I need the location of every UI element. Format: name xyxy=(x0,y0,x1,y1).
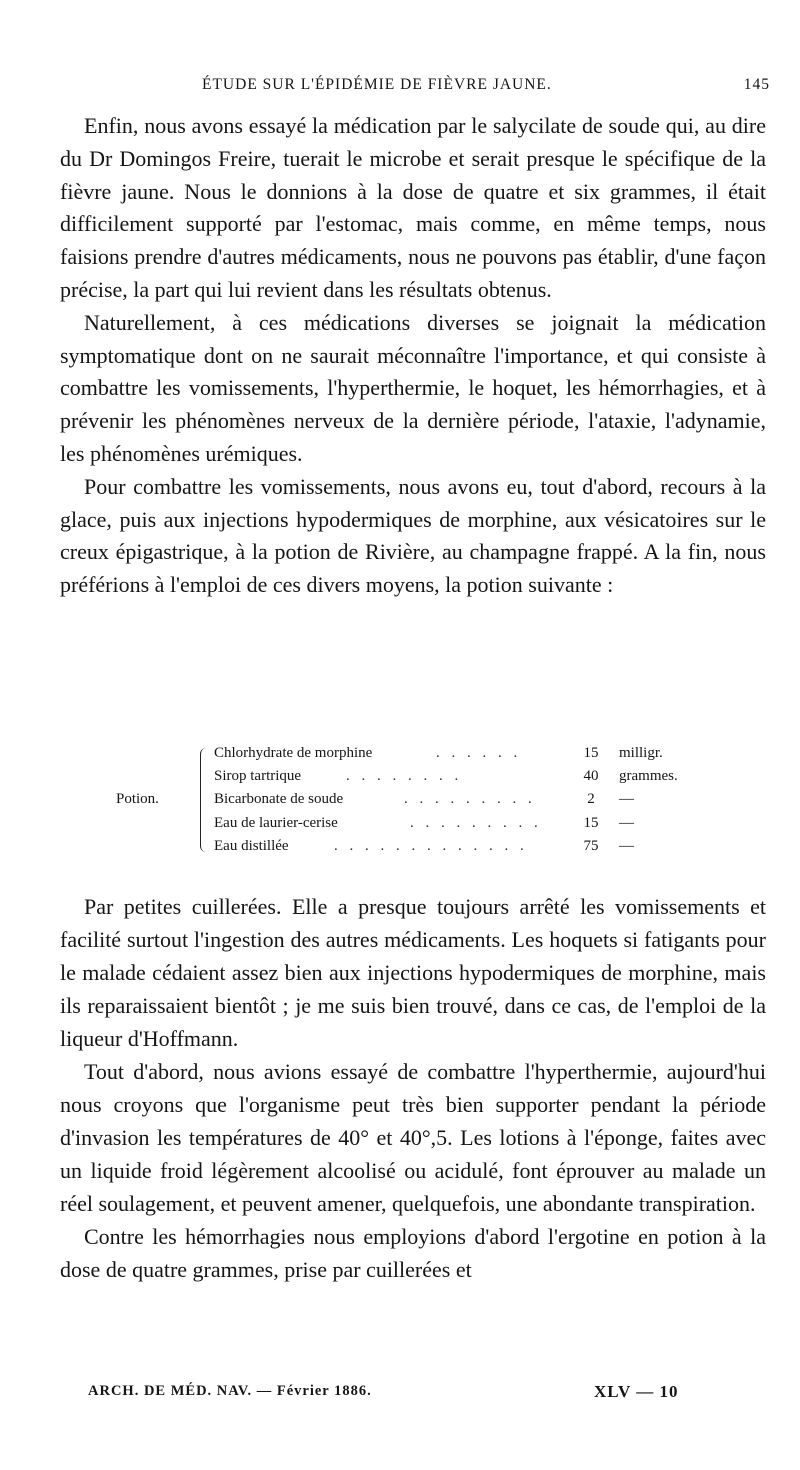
formula-row xyxy=(214,742,714,765)
ingredient-name: Eau distillée xyxy=(214,837,289,854)
leader-dots: . . . . . . . . xyxy=(346,768,463,785)
ingredient-unit: milligr. xyxy=(619,745,663,761)
ingredient-name: Eau de laurier-cerise xyxy=(214,814,338,831)
body-text-bottom xyxy=(60,890,766,1286)
body-text-top xyxy=(60,110,766,602)
leader-dots: . . . . . . . . . . . . . xyxy=(334,837,528,854)
leader-dots: . . . . . . xyxy=(436,745,522,761)
paragraph: Pour combattre les vomissements, nous avons eu, tout d'abord, recours à la glace, puis aux injections hypodermiques de morphine, aux vésicatoires sur le creux épigastrique, à la potion de Rivière, au champagne frappé. A la fin, nous préférions à l'emploi de ces divers moyens, la potion suivante : xyxy=(60,473,766,598)
paragraph: Contre les hémorrhagies nous employions d'abord l'ergotine en potion à la dose de quatre grammes, prise par cuillerées et xyxy=(60,1224,766,1282)
paragraph: Naturellement, à ces médications diverses se joignait la médication symptomatique dont on ne saurait méconnaître l'importance, et qui consiste à combattre les vomissements, l'hyperthermie, le hoquet, les hémorrhagies, et à prévenir les phénomènes nerveux de la dernière période, l'ataxie, l'adynamie, les phénomènes urémiques. xyxy=(60,309,766,466)
leader-dots: . . . . . . . . . xyxy=(404,791,536,808)
ingredient-name: Chlorhydrate de morphine xyxy=(214,745,373,761)
ingredient-unit: — xyxy=(619,837,634,854)
formula-row xyxy=(214,812,714,835)
paragraph: Tout d'abord, nous avions essayé de combattre l'hyperthermie, aujourd'hui nous croyons que l'organisme peut très bien supporter pendant la période d'invasion les températures de 40° et 40°,5. Les lotions à l'éponge, faites avec un liquide froid légèrement alcoolisé ou acidulé, font éprouver au malade un réel soulagement, et peuvent amener, quelquefois, une abondante transpiration. xyxy=(60,1059,766,1216)
potion-formula xyxy=(116,742,716,860)
formula-row xyxy=(214,788,714,811)
running-title: ÉTUDE SUR L'ÉPIDÉMIE DE FIÈVRE JAUNE. xyxy=(202,76,552,93)
formula-row xyxy=(214,835,714,858)
running-header xyxy=(60,76,770,100)
ingredient-name: Sirop tartrique xyxy=(214,768,302,785)
ingredient-name: Bicarbonate de soude xyxy=(214,791,344,808)
paragraph: Par petites cuillerées. Elle a presque toujours arrêté les vomissements et facilité surtout l'ingestion des autres médicaments. Les hoquets si fatigants pour le malade cédaient assez bien aux injections hypodermiques de morphine, mais ils reparaissaient bientôt ; je me suis bien trouvé, dans ce cas, de l'emploi de la liqueur d'Hoffmann. xyxy=(60,894,766,1051)
signature-mark: XLV — 10 xyxy=(594,1382,679,1401)
leader-dots: . . . . . . . . . xyxy=(410,814,542,831)
page-number: 145 xyxy=(743,76,770,93)
brace xyxy=(200,748,207,852)
paragraph: Enfin, nous avons essayé la médication par le salycilate de soude qui, au dire du Dr Domingos Freire, tuerait le microbe et serait presque le spécifique de la fièvre jaune. Nous le donnions à la dose de quatre et six grammes, il était difficilement supporté par l'estomac, mais comme, en même temps, nous faisions prendre d'autres médicaments, nous ne pouvons pas établir, d'une façon précise, la part qui lui revient dans les résultats obtenus. xyxy=(60,113,766,302)
page-footer xyxy=(88,1383,688,1407)
ingredient-quantity: 40 xyxy=(583,768,599,785)
ingredient-unit: — xyxy=(619,791,634,808)
journal-reference: ARCH. DE MÉD. NAV. — Février 1886. xyxy=(88,1383,372,1399)
formula-row xyxy=(214,765,714,788)
ingredient-unit: — xyxy=(619,814,634,831)
ingredient-unit: grammes. xyxy=(619,768,678,785)
ingredient-quantity: 75 xyxy=(583,837,599,854)
formula-label: Potion. xyxy=(116,791,159,807)
ingredient-quantity: 2 xyxy=(587,791,595,808)
ingredient-quantity: 15 xyxy=(583,745,599,761)
formula-rows xyxy=(214,742,714,858)
ingredient-quantity: 15 xyxy=(583,814,599,831)
